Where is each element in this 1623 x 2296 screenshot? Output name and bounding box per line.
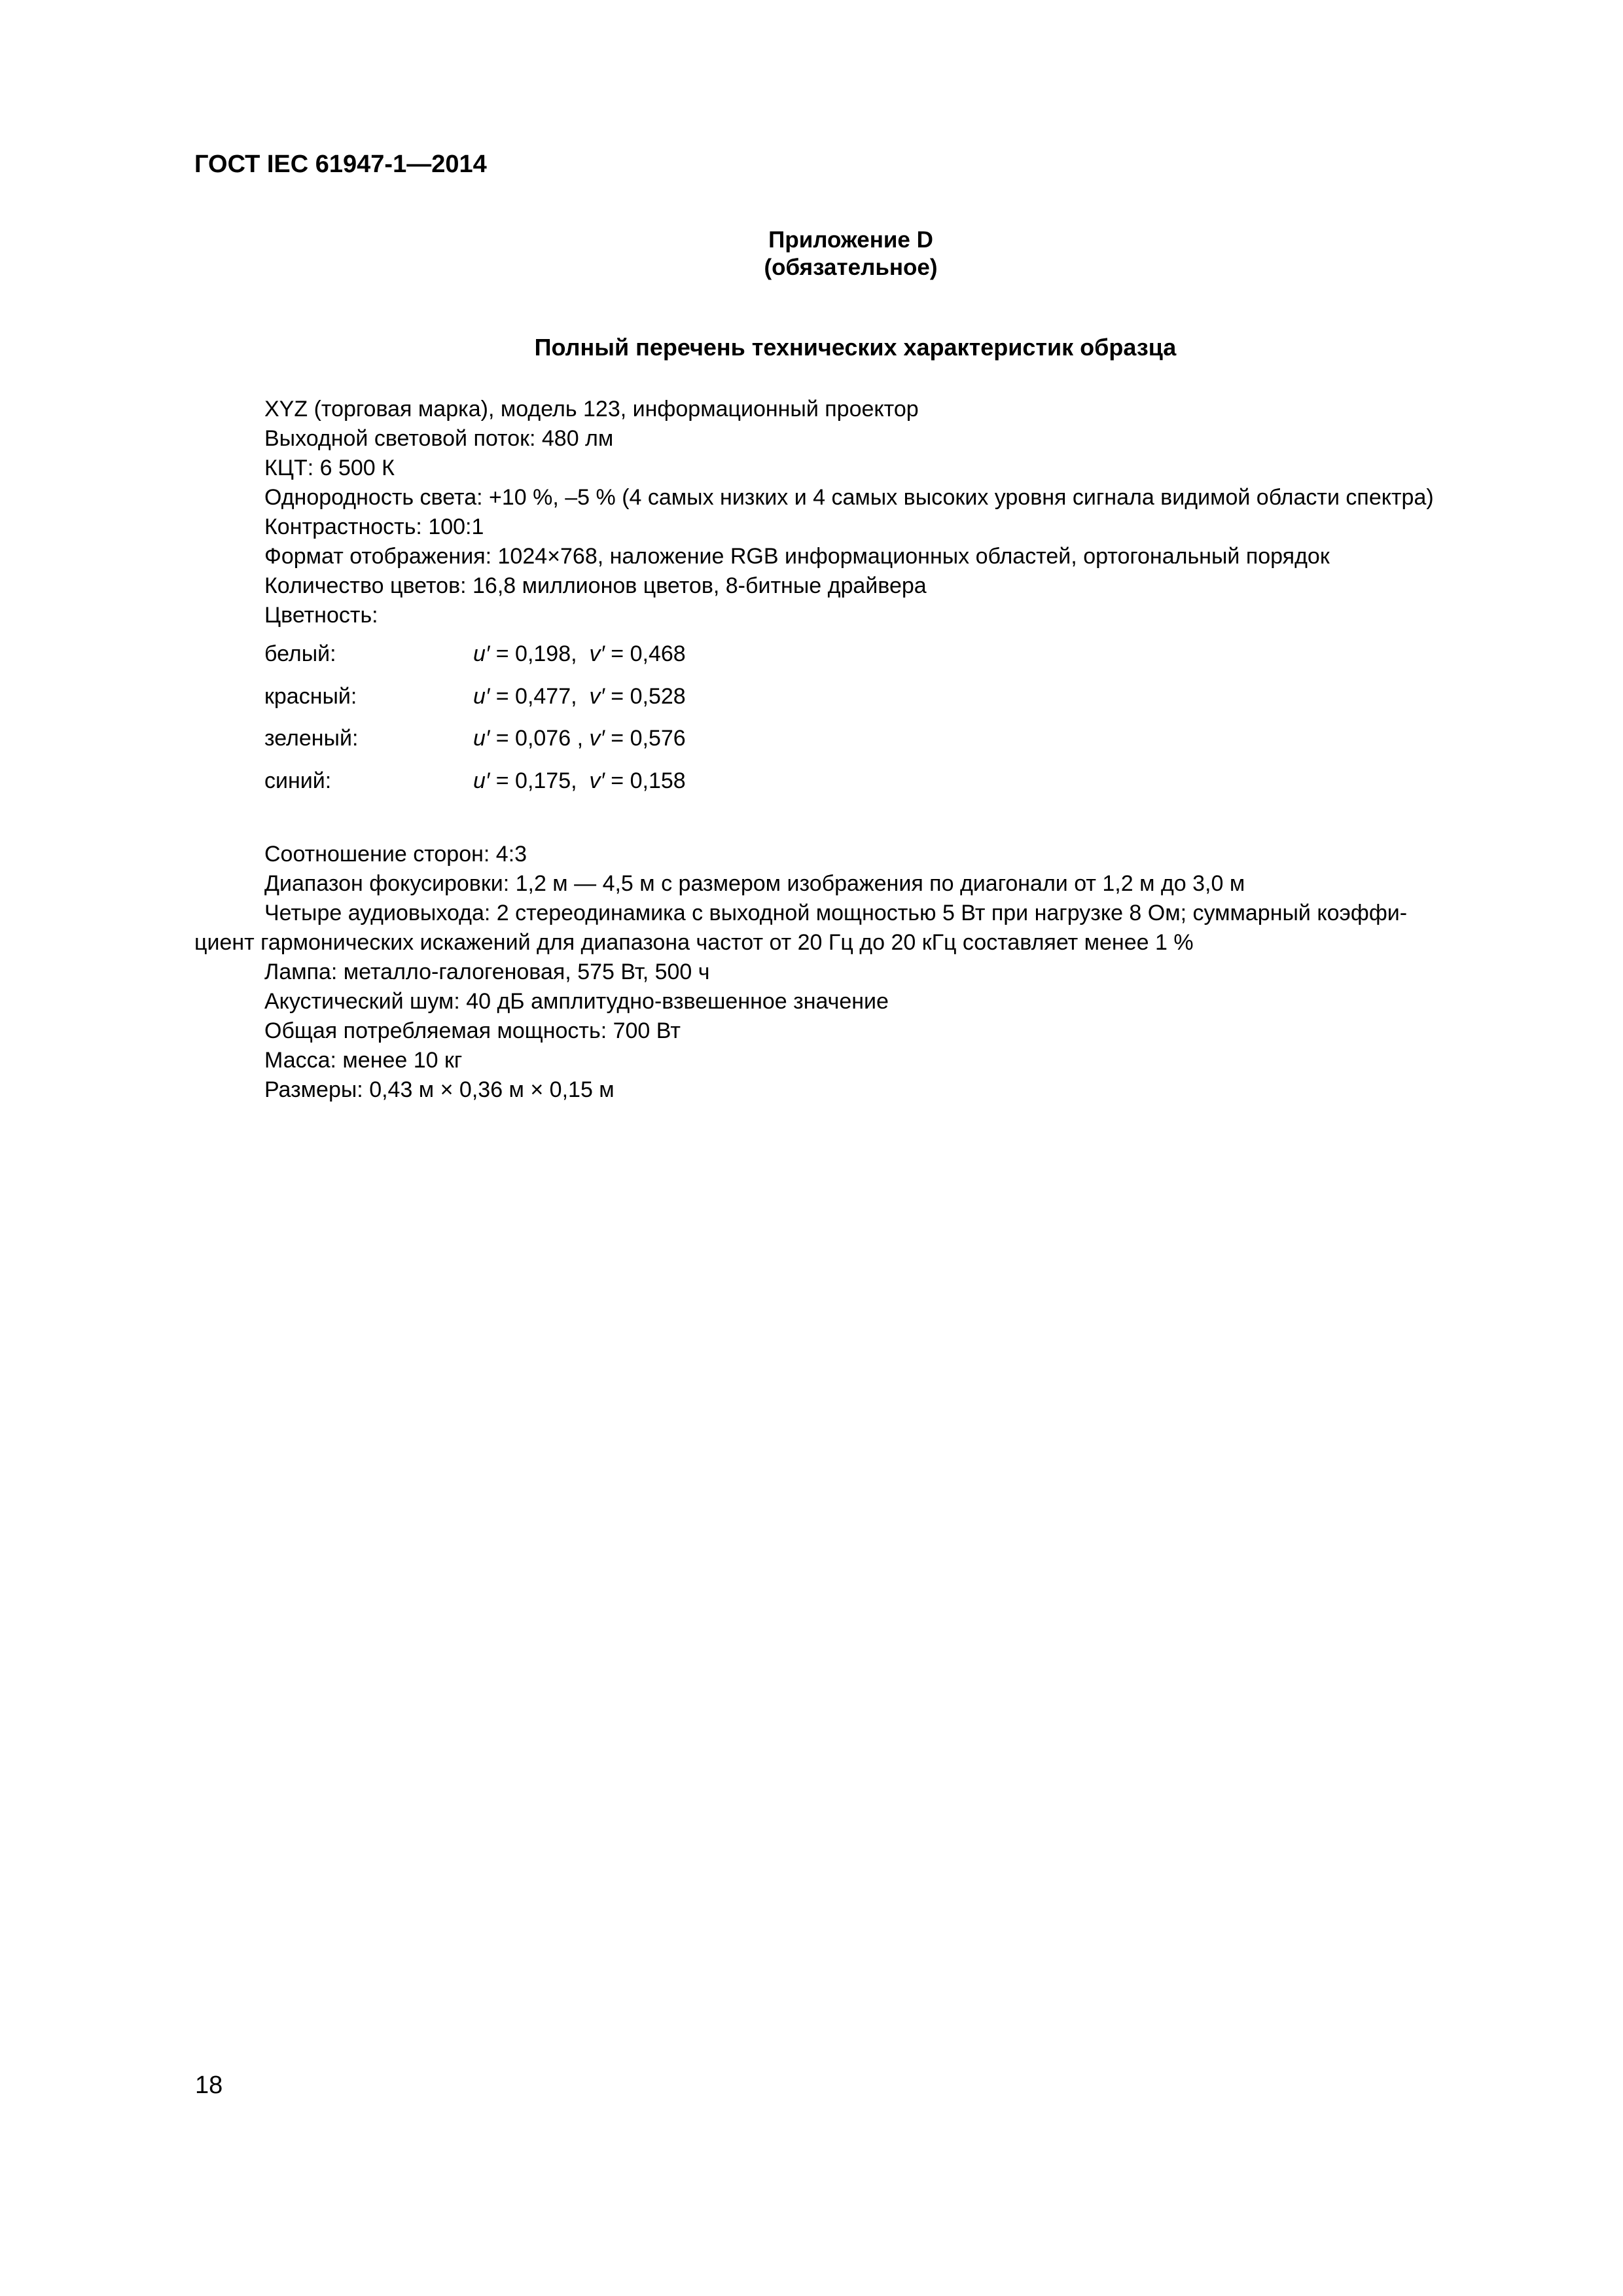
chroma-value-green — [473, 727, 686, 749]
v-value: = 0,576 — [604, 726, 686, 751]
spec-line-uniformity: Однородность света: +10 %, –5 % (4 самых низких и 4 самых высоких уровня сигнала видимой области спектра) — [264, 485, 1434, 510]
v-prime-symbol: v′ — [589, 768, 605, 793]
chroma-label-white: белый: — [264, 641, 336, 666]
chroma-label-blue: синий: — [264, 768, 332, 793]
spec-line-audio-outputs-continued: циент гармонических искажений для диапазона частот от 20 Гц до 20 кГц составляет менее 1 % — [194, 930, 1194, 955]
v-value: = 0,158 — [604, 768, 686, 793]
spec-line-focus-range: Диапазон фокусировки: 1,2 м — 4,5 м с размером изображения по диагонали от 1,2 м до 3,0 м — [264, 871, 1245, 896]
u-value: = 0,175, — [490, 768, 590, 793]
chroma-label-red: красный: — [264, 684, 357, 709]
spec-line-power-consumption: Общая потребляемая мощность: 700 Вт — [264, 1018, 681, 1043]
v-prime-symbol: v′ — [589, 684, 605, 709]
section-title: Полный перечень технических характеристик образца — [534, 334, 1177, 361]
spec-line-display-format: Формат отображения: 1024×768, наложение RGB информационных областей, ортогональный порядок — [264, 544, 1330, 569]
v-value: = 0,528 — [604, 684, 686, 709]
annex-status: (обязательное) — [764, 255, 938, 280]
v-prime-symbol: v′ — [589, 726, 605, 751]
spec-line-luminous-flux: Выходной световой поток: 480 лм — [264, 426, 614, 451]
u-prime-symbol: u′ — [473, 684, 490, 709]
spec-line-chromaticity-heading: Цветность: — [264, 603, 378, 628]
chroma-value-white — [473, 643, 686, 665]
spec-line-cct: КЦТ: 6 500 К — [264, 456, 395, 480]
spec-line-brand-model: XYZ (торговая марка), модель 123, информационный проектор — [264, 397, 919, 422]
u-value: = 0,076 , — [490, 726, 590, 751]
spec-line-aspect-ratio: Соотношение сторон: 4:3 — [264, 842, 527, 867]
spec-line-audio-outputs: Четыре аудиовыхода: 2 стереодинамика с выходной мощностью 5 Вт при нагрузке 8 Ом; суммарный коэффи- — [264, 901, 1408, 925]
u-prime-symbol: u′ — [473, 726, 490, 751]
document-id-header: ГОСТ IEC 61947-1—2014 — [194, 151, 487, 178]
spec-line-lamp: Лампа: металло-галогеновая, 575 Вт, 500 ч — [264, 960, 710, 984]
annex-title: Приложение D — [768, 227, 933, 253]
spec-line-mass: Масса: менее 10 кг — [264, 1048, 463, 1073]
page-number: 18 — [195, 2072, 223, 2099]
chroma-value-red — [473, 685, 686, 708]
spec-line-contrast: Контрастность: 100:1 — [264, 514, 484, 539]
v-value: = 0,468 — [604, 641, 686, 666]
u-value: = 0,198, — [490, 641, 590, 666]
spec-line-color-count: Количество цветов: 16,8 миллионов цветов, 8-битные драйвера — [264, 573, 927, 598]
u-value: = 0,477, — [490, 684, 590, 709]
v-prime-symbol: v′ — [589, 641, 605, 666]
u-prime-symbol: u′ — [473, 768, 490, 793]
spec-line-dimensions: Размеры: 0,43 м × 0,36 м × 0,15 м — [264, 1077, 615, 1102]
chroma-label-green: зеленый: — [264, 726, 359, 751]
u-prime-symbol: u′ — [473, 641, 490, 666]
spec-line-acoustic-noise: Акустический шум: 40 дБ амплитудно-взвешенное значение — [264, 989, 889, 1014]
chroma-value-blue — [473, 770, 686, 792]
